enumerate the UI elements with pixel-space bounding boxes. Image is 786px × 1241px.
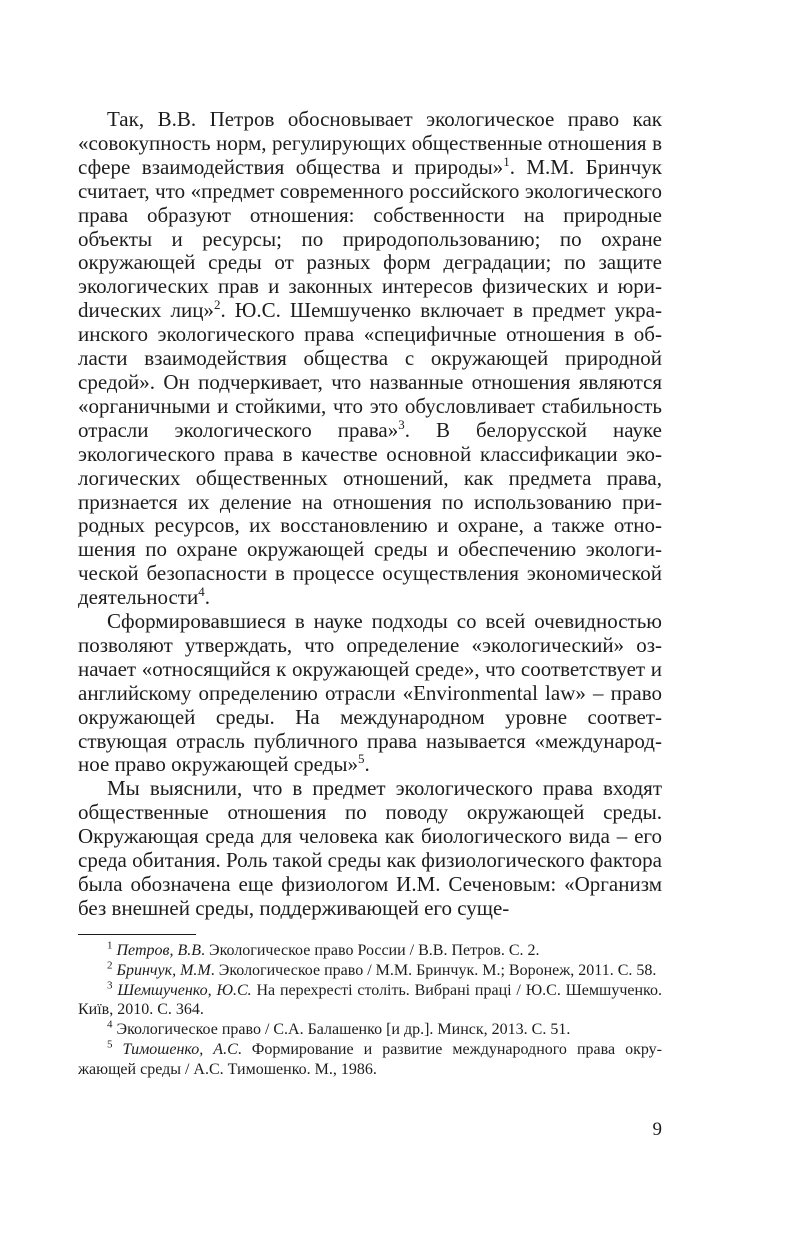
footnote-text: . Формирование и развитие международного права окружающей среды / А.С. Тимошенко. М., 1986. bbox=[78, 1040, 662, 1078]
page-number: 9 bbox=[652, 1119, 662, 1140]
paragraph-1-text-3: . Ю.С. Шемшученко включает в предмет украинского экологического права «специфичные отношения в области взаимодействия общества с окружающей природной средой». Он подчеркивает, что названные отношения являются «органичными и стойкими, что это обусловливает стабильность отрасли экологического права» bbox=[78, 298, 662, 442]
paragraph-3-text: Мы выяснили, что в предмет экологического права входят общественные отношения по поводу окружающей среды. Окружающая среда для человека как биологического вида – его среда обитания. Роль такой среды как физиологического фактора была обозначена еще физиологом И.М. Сеченовым: «Организм без внешней среды, поддерживающей его суще- bbox=[78, 776, 662, 920]
footnote-number: 5 bbox=[107, 1038, 113, 1051]
paragraph-1-text-5: . bbox=[204, 585, 210, 610]
footnote-number: 3 bbox=[107, 979, 113, 992]
footnote-ref-3: 3 bbox=[398, 416, 405, 432]
paragraph-2 bbox=[78, 610, 662, 777]
footnote-2 bbox=[78, 961, 662, 981]
footnote-3 bbox=[78, 981, 662, 1021]
footnote-text: . Экологическое право / М.М. Бринчук. М.; Воронеж, 2011. С. 58. bbox=[210, 961, 657, 979]
footnote-ref-2: 2 bbox=[213, 297, 221, 313]
paragraph-3 bbox=[78, 777, 662, 920]
footnote-text: На перехресті століть. Вибрані праці / Ю.С. Шемшученко. Київ, 2010. С. 364. bbox=[78, 981, 663, 1019]
paragraph-2-text-2: . bbox=[364, 752, 370, 777]
footnote-divider bbox=[78, 934, 196, 935]
paragraph-1-text-4: . В белорусской науке экологического права в качестве основной классификации экологических общественных отношений, как предмета права, признается их деление на отношения по использованию природных ресурсов, их восстановлению и охране, а также отношения по охране окружающей среды и обеспечению экологической безопасности в процессе осуществления экономической деятельности bbox=[78, 417, 662, 610]
footnote-author: Бринчук, М.М bbox=[116, 961, 211, 979]
paragraph-1 bbox=[78, 108, 662, 610]
footnote-number: 4 bbox=[107, 1018, 113, 1031]
paragraph-1-text: Так, В.В. Петров обосновывает экологическое право как «совокупность норм, регулирующих общественные отношения в сфере взаимодействия общества и природы» bbox=[78, 107, 662, 179]
footnote-1 bbox=[78, 941, 662, 961]
footnote-author: Петров, В.В bbox=[116, 942, 201, 959]
footnote-number: 2 bbox=[107, 959, 113, 972]
footnote-author: Шемшученко, Ю.С. bbox=[117, 981, 252, 999]
footnote-4 bbox=[78, 1020, 662, 1040]
footnote-number: 1 bbox=[107, 939, 113, 952]
main-text bbox=[78, 108, 662, 921]
footnote-author: Тимошенко, А.С bbox=[122, 1040, 238, 1058]
paragraph-2-text: Сформировавшиеся в науке подходы со всей очевидностью позволяют утверждать, что определение «экологический» означает «относящийся к окружающей среде», что соответствует и английскому определению отрасли «Environmental law» – право окружающей среды. На международном уровне соответствующая отрасль публичного права называется «международное право окружающей среды» bbox=[78, 609, 662, 777]
footnote-text: Экологическое право / С.А. Балашенко [и др.]. Минск, 2013. С. 51. bbox=[112, 1021, 571, 1039]
footnote-5 bbox=[78, 1040, 662, 1080]
footnote-ref-5: 5 bbox=[357, 751, 365, 767]
footnote-ref-4: 4 bbox=[198, 584, 205, 600]
footnote-ref-1: 1 bbox=[503, 153, 510, 169]
paragraph-1-text-2: . М.М. Бринчук считает, что «предмет современного российского экологического права образуют отношения: собственности на природные объекты и ресурсы; по природопользованию; по охране окружающей среды от разных форм деградации; по защите экологических прав и законных интересов физических и юриdических лиц» bbox=[78, 154, 662, 323]
footnotes bbox=[78, 941, 662, 1080]
footnote-text: . Экологическое право России / В.В. Петров. С. 2. bbox=[201, 942, 540, 959]
